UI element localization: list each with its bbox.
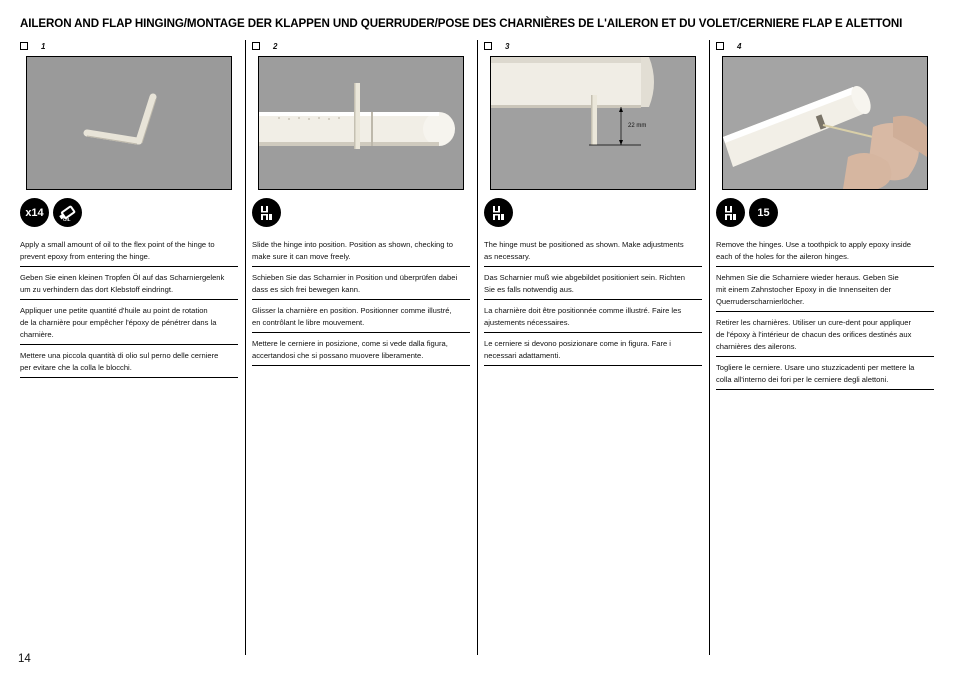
step-instructions — [484, 239, 702, 371]
step-number: 2 — [273, 41, 278, 51]
step-icons — [484, 198, 513, 228]
step-photo — [722, 56, 928, 190]
instruction-de: Nehmen Sie die Scharniere wieder heraus. Geben Sie mit einem Zahnstocher Epoxy in die Innenseiten der Querruderscharnierlöcher. — [716, 272, 934, 312]
cure-time-badge: 15 — [749, 198, 778, 227]
step-number: 3 — [505, 41, 510, 51]
instruction-de: Schieben Sie das Scharnier in Position und überprüfen dabei dass es sich frei bewegen kann. — [252, 272, 470, 300]
step-column-3 — [484, 40, 698, 360]
instruction-it: Mettere le cerniere in posizione, come si vede dalla figura, accertandosi che si possano muovere liberamente. — [252, 338, 470, 366]
quantity-badge: x14 — [20, 198, 49, 227]
checkbox-icon[interactable] — [252, 42, 260, 50]
instruction-fr: Glisser la charnière en position. Positionner comme illustré, en contrôlant le libre mouvement. — [252, 305, 470, 333]
instruction-fr: La charnière doit être positionnée comme illustré. Faire les ajustements nécessaires. — [484, 305, 702, 333]
hinge-measurement-photo — [491, 57, 695, 189]
step-icons — [716, 198, 778, 228]
hinge-photo — [27, 57, 231, 189]
instruction-de: Das Scharnier muß wie abgebildet positioniert sein. Richten Sie es falls notwendig aus. — [484, 272, 702, 300]
hinge-icon — [252, 198, 281, 227]
instruction-fr: Appliquer une petite quantité d'huile au point de rotation de la charnière pour empêcher l'époxy de pénétrer dans la charnière. — [20, 305, 238, 345]
step-instructions — [252, 239, 470, 371]
hinge-icon — [716, 198, 745, 227]
instruction-it: Mettere una piccola quantità di olio sul perno delle cerniere per evitare che la colla le blocchi. — [20, 350, 238, 378]
step-column-1 — [20, 40, 234, 372]
toothpick-epoxy-photo — [723, 57, 927, 189]
column-divider — [245, 40, 246, 655]
step-header — [252, 40, 466, 52]
step-instructions — [716, 239, 934, 395]
step-number: 1 — [41, 41, 46, 51]
step-icons — [20, 198, 82, 228]
instruction-de: Geben Sie einen kleinen Tropfen Öl auf das Scharniergelenk um zu verhindern das dort Klebstoff eindringt. — [20, 272, 238, 300]
checkbox-icon[interactable] — [20, 42, 28, 50]
column-divider — [709, 40, 710, 655]
instruction-fr: Retirer les charnières. Utiliser un cure-dent pour appliquer de l'époxy à l'intérieur de chacun des orifices destinés aux charnières des ailerons. — [716, 317, 934, 357]
step-column-2 — [252, 40, 466, 360]
step-photo — [258, 56, 464, 190]
step-number: 4 — [737, 41, 742, 51]
hinge-icon — [484, 198, 513, 227]
instruction-en: Apply a small amount of oil to the flex point of the hinge to prevent epoxy from entering the hinge. — [20, 239, 238, 267]
step-column-4 — [716, 40, 930, 384]
checkbox-icon[interactable] — [484, 42, 492, 50]
measurement-label: 22 mm — [628, 123, 647, 129]
step-photo — [490, 56, 696, 190]
step-instructions — [20, 239, 238, 383]
step-header — [716, 40, 930, 52]
step-icons — [252, 198, 281, 228]
page-number: 14 — [18, 653, 31, 665]
step-header — [20, 40, 234, 52]
aileron-hinge-photo — [259, 57, 463, 189]
instruction-en: Remove the hinges. Use a toothpick to apply epoxy inside each of the holes for the aileron hinges. — [716, 239, 934, 267]
instruction-it: Le cerniere si devono posizionare come in figura. Fare i necessari adattamenti. — [484, 338, 702, 366]
instruction-it: Togliere le cerniere. Usare uno stuzzicadenti per mettere la colla all'interno dei fori per le cerniere degli alettoni. — [716, 362, 934, 390]
column-divider — [477, 40, 478, 655]
instruction-en: The hinge must be positioned as shown. Make adjustments as necessary. — [484, 239, 702, 267]
page-title: AILERON AND FLAP HINGING/MONTAGE DER KLAPPEN UND QUERRUDER/POSE DES CHARNIÈRES DE L'AILERON ET DU VOLET/CERNIERE FLAP E ALETTONI — [20, 17, 903, 30]
step-photo — [26, 56, 232, 190]
instruction-en: Slide the hinge into position. Position as shown, checking to make sure it can move freely. — [252, 239, 470, 267]
oil-label: OIL — [63, 217, 71, 222]
oil-icon — [53, 198, 82, 227]
step-header — [484, 40, 698, 52]
checkbox-icon[interactable] — [716, 42, 724, 50]
